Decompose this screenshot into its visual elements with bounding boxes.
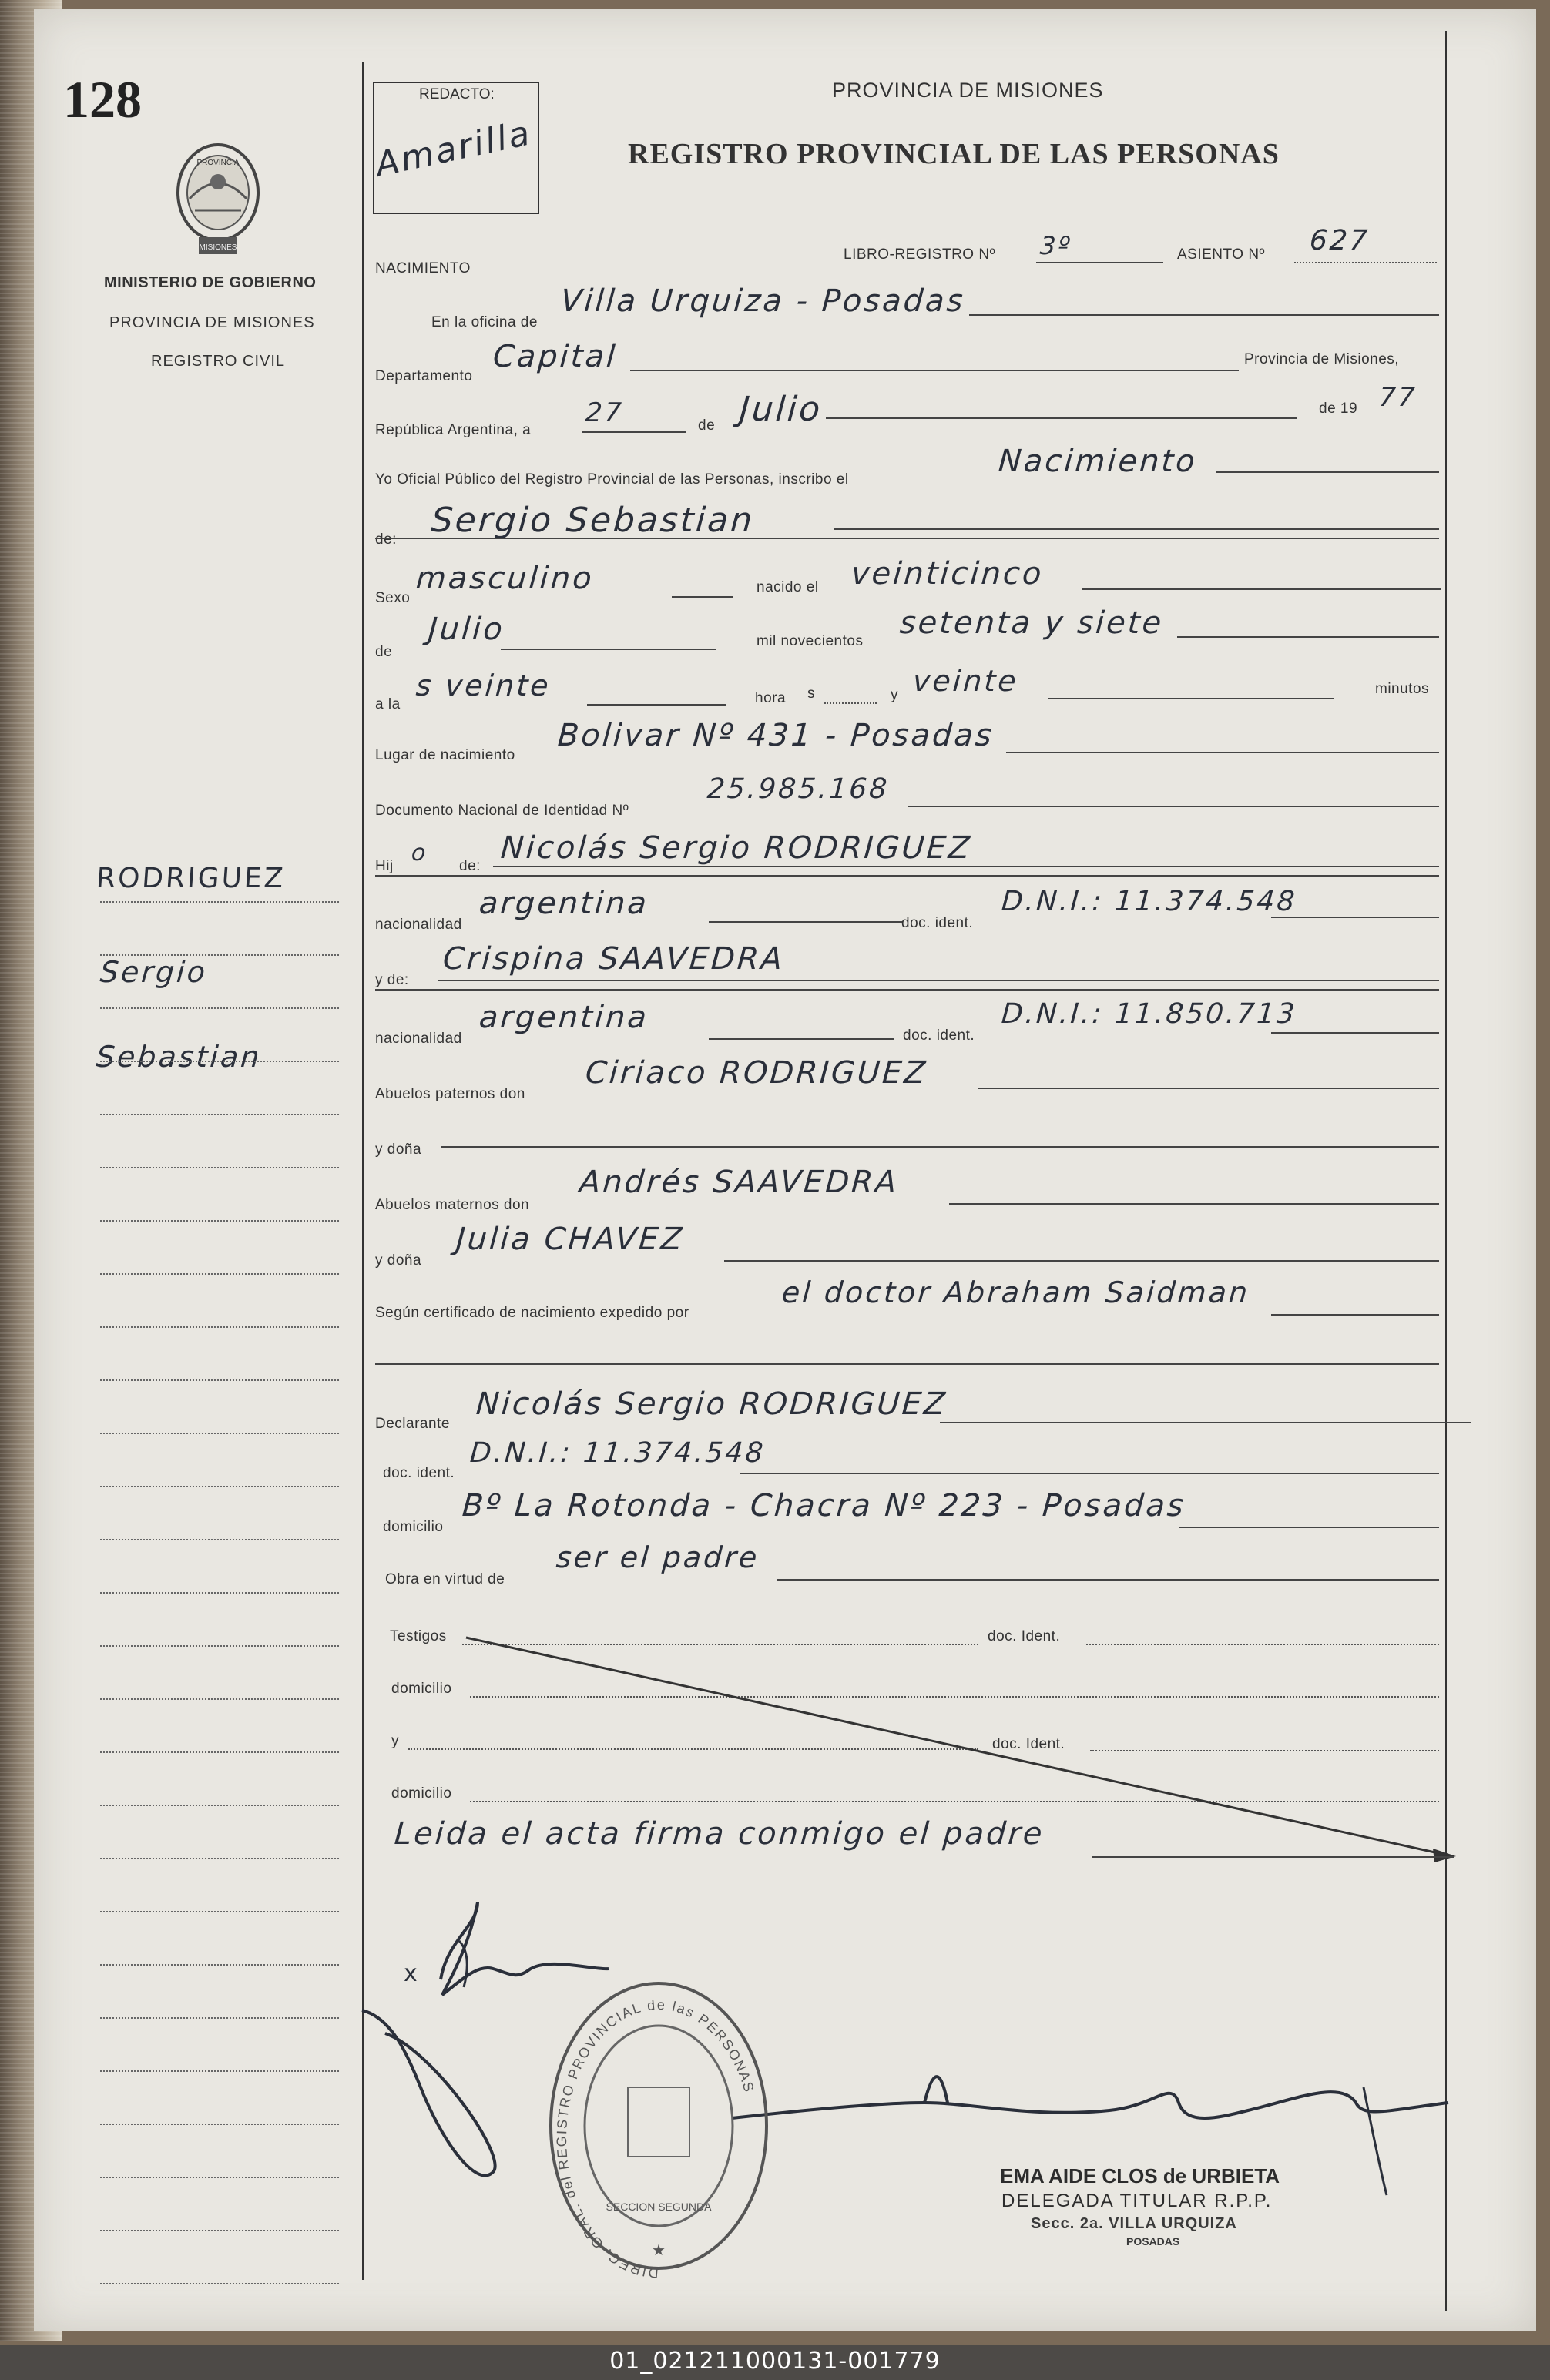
abuelos-mat-label: Abuelos maternos don [375, 1197, 530, 1213]
margin-ruled-line [100, 901, 339, 903]
margin-ruled-line [100, 2124, 339, 2125]
departamento-label: Departamento [375, 368, 473, 384]
lugar-label: Lugar de nacimiento [375, 747, 515, 763]
y-label: y [891, 687, 898, 703]
domicilio-line [1179, 1527, 1439, 1528]
provincia-suffix: Provincia de Misiones, [1244, 351, 1400, 367]
sexo-label: Sexo [375, 590, 411, 606]
margin-ruled-line [100, 1007, 339, 1009]
margin-ruled-line [100, 2017, 339, 2019]
margin-surname: RODRIGUEZ [95, 863, 287, 894]
testigos-domicilio2-label: domicilio [391, 1785, 452, 1802]
margin-first-name: Sergio [99, 955, 209, 989]
margin-ruled-line [100, 1805, 339, 1806]
fecha-prefix: República Argentina, a [375, 422, 532, 438]
mil-label: mil novecientos [757, 633, 864, 649]
stamp-inner-text: SECCION SEGUNDA [606, 2201, 712, 2213]
emblem-top-text: PROVINCIA [196, 159, 240, 167]
redacto-label: REDACTO: [416, 86, 498, 103]
obra-label: Obra en virtud de [385, 1571, 505, 1587]
margin-ruled-line [100, 1964, 339, 1966]
abuelos-mat-dona-label: y doña [375, 1252, 422, 1269]
nac-padre-value: argentina [478, 886, 650, 921]
right-rule [1445, 31, 1447, 2311]
stamp-ring-text: DIREC. GRAL. del REGISTRO PROVINCIAL de las PERSONAS [553, 1996, 758, 2280]
mil-value: setenta y siete [898, 605, 1165, 641]
abuelos-mat-value: Andrés SAAVEDRA [578, 1165, 901, 1200]
inscribo-label: Yo Oficial Público del Registro Provincial de las Personas, inscribo el [375, 471, 849, 488]
abuelos-pat-dona-label: y doña [375, 1141, 422, 1158]
margin-ruled-line [100, 1645, 339, 1647]
registry-title: REGISTRO PROVINCIAL DE LAS PERSONAS [628, 138, 1280, 170]
margin-ruled-line [100, 1326, 339, 1328]
certificado-value: el doctor Abraham Saidman [780, 1275, 1251, 1309]
hora-dots [824, 702, 877, 704]
margin-ruled-line [100, 1486, 339, 1487]
doc-ident-value: D.N.I.: 11.374.548 [468, 1437, 767, 1469]
nac-madre-line [709, 1038, 894, 1040]
abuelos-pat-dona-line [441, 1146, 1439, 1148]
margin-ruled-line [100, 1698, 339, 1700]
madre-line1 [438, 980, 1439, 981]
nacido-label: nacido el [757, 579, 819, 595]
testigos-doc2-label: doc. Ident. [992, 1736, 1065, 1752]
margin-ruled-line [100, 1167, 339, 1168]
madre-value: Crispina SAAVEDRA [441, 941, 786, 977]
testigos-y-label: y [391, 1733, 399, 1749]
oficina-line [969, 314, 1439, 316]
nacimiento-label: NACIMIENTO [375, 260, 471, 277]
margin-ruled-line [100, 2177, 339, 2178]
nac-madre-value: argentina [478, 1000, 650, 1035]
asiento-line [1294, 262, 1437, 263]
abuelos-mat-dona-value: Julia CHAVEZ [455, 1222, 686, 1257]
official-name: EMA AIDE CLOS de URBIETA [1000, 2164, 1280, 2187]
testigos-doc-label: doc. Ident. [988, 1628, 1061, 1644]
margin-ruled-line [100, 1539, 339, 1540]
margin-ruled-line [100, 1911, 339, 1912]
official-city: POSADAS [1126, 2235, 1180, 2248]
civil-registry-label: REGISTRO CIVIL [151, 353, 286, 370]
doc-padre-value: D.N.I.: 11.374.548 [1000, 886, 1298, 917]
sexo-line [672, 596, 733, 598]
margin-rule [362, 62, 364, 2280]
svg-text:★: ★ [652, 2242, 666, 2259]
oficina-label: En la oficina de [431, 314, 538, 330]
mes-nac-value: Julio [427, 612, 506, 647]
redacto-signature: Amarilla [371, 113, 535, 185]
margin-ruled-line [100, 1114, 339, 1115]
doc-padre-label: doc. ident. [901, 915, 974, 931]
abuelos-pat-value: Ciriaco RODRIGUEZ [584, 1055, 929, 1091]
file-name-caption: 01_021211000131-001779 [609, 2348, 941, 2375]
margin-ruled-line [100, 954, 339, 956]
padre-line1 [493, 866, 1439, 867]
official-section: Secc. 2a. VILLA URQUIZA [1031, 2215, 1237, 2232]
margin-ruled-line [100, 2283, 339, 2284]
margin-ruled-line [100, 1433, 339, 1434]
mes-nac-line [501, 649, 716, 650]
domicilio-value: Bº La Rotonda - Chacra Nº 223 - Posadas [461, 1488, 1187, 1524]
sexo-value: masculino [414, 561, 596, 596]
inscribo-line [1216, 471, 1439, 473]
fecha-dia: 27 [584, 397, 625, 428]
page-number: 128 [63, 70, 142, 129]
minutos-line [1048, 698, 1334, 699]
doc-padre-line [1271, 917, 1439, 918]
margin-second-name: Sebastian [95, 1040, 263, 1074]
declarante-value: Nicolás Sergio RODRIGUEZ [475, 1386, 949, 1422]
abuelos-mat-dona-line [724, 1260, 1439, 1262]
oficina-value: Villa Urquiza - Posadas [559, 283, 967, 319]
lugar-line [1006, 752, 1439, 753]
doc-ident-label: doc. ident. [383, 1465, 455, 1481]
certificado-line2 [375, 1363, 1439, 1365]
hora-a-la-label: a la [375, 696, 401, 712]
testigos-label: Testigos [390, 1628, 447, 1644]
libro-value: 3º [1038, 231, 1073, 260]
minutos-label: minutos [1375, 681, 1430, 697]
departamento-line [630, 370, 1239, 371]
mil-line [1177, 636, 1439, 638]
dia-line [582, 431, 686, 433]
nac-padre-label: nacionalidad [375, 917, 462, 933]
svg-text:x: x [404, 1960, 418, 1987]
obra-line [777, 1579, 1439, 1581]
fecha-mes: Julio [738, 390, 824, 429]
dni-line [908, 806, 1439, 807]
dni-label: Documento Nacional de Identidad Nº [375, 803, 629, 819]
doc-madre-value: D.N.I.: 11.850.713 [1000, 998, 1298, 1030]
testigos-domicilio-label: domicilio [391, 1681, 452, 1697]
anio-value: 77 [1377, 382, 1418, 413]
declarante-label: Declarante [375, 1416, 450, 1432]
margin-ruled-line [100, 1061, 339, 1062]
hijo-label: Hij [375, 858, 394, 874]
de-line1 [834, 528, 1439, 530]
margin-ruled-line [100, 1379, 339, 1381]
certificado-line1 [1271, 1314, 1439, 1316]
hora-value: s veinte [414, 669, 552, 702]
abuelos-pat-label: Abuelos paternos don [375, 1086, 525, 1102]
de-value: Sergio Sebastian [430, 501, 757, 540]
de-line2 [375, 538, 1439, 539]
asiento-value: 627 [1308, 225, 1371, 256]
margin-ruled-line [100, 1273, 339, 1275]
madre-line2 [375, 989, 1439, 991]
abuelos-pat-line [978, 1088, 1439, 1089]
hora-suffix: s [807, 686, 815, 702]
emblem-bottom-text: MISIONES [199, 243, 237, 252]
libro-line [1036, 262, 1163, 263]
padre-line2 [375, 875, 1439, 877]
asiento-label: ASIENTO Nº [1177, 246, 1265, 263]
domicilio-label: domicilio [383, 1519, 444, 1535]
declarante-line [940, 1422, 1471, 1423]
province-label: PROVINCIA DE MISIONES [109, 314, 315, 331]
anio-label: de 19 [1319, 401, 1358, 417]
leida-line [1092, 1856, 1454, 1858]
mes-line [826, 417, 1297, 419]
dni-value: 25.985.168 [706, 773, 891, 805]
lugar-value: Bolivar Nº 431 - Posadas [556, 718, 995, 753]
mes-de-label: de [375, 644, 393, 660]
abuelos-mat-line [949, 1203, 1439, 1205]
libro-label: LIBRO-REGISTRO Nº [844, 246, 996, 263]
madre-label: y de: [375, 972, 409, 988]
nac-madre-label: nacionalidad [375, 1031, 462, 1047]
certificado-label: Según certificado de nacimiento expedido por [375, 1305, 689, 1321]
margin-ruled-line [100, 1592, 339, 1594]
coat-of-arms-emblem [168, 137, 268, 260]
ministry-label: MINISTERIO DE GOBIERNO [104, 274, 317, 291]
margin-ruled-line [100, 1858, 339, 1859]
nacido-value: veinticinco [850, 556, 1045, 592]
doc-madre-label: doc. ident. [903, 1027, 975, 1044]
margin-ruled-line [100, 1220, 339, 1222]
inscribo-value: Nacimiento [997, 444, 1199, 479]
obra-value: ser el padre [555, 1540, 760, 1574]
leida-text: Leida el acta firma conmigo el padre [393, 1816, 1046, 1852]
hijo-suffix: o [410, 840, 429, 867]
nac-padre-line [709, 921, 903, 923]
nacido-line [1082, 588, 1441, 590]
fecha-de: de [698, 417, 716, 434]
margin-ruled-line [100, 2070, 339, 2072]
departamento-value: Capital [492, 339, 619, 374]
official-title: DELEGADA TITULAR R.P.P. [1001, 2191, 1273, 2211]
registry-stamp [543, 1972, 774, 2280]
doc-madre-line [1271, 1032, 1439, 1034]
padre-value: Nicolás Sergio RODRIGUEZ [499, 830, 974, 866]
hora-label: hora [755, 690, 787, 706]
margin-ruled-line [100, 2230, 339, 2231]
doc-ident-line [740, 1473, 1439, 1474]
hijo-de-label: de: [459, 858, 481, 874]
official-signature [339, 1987, 1464, 2264]
margin-ruled-line [100, 1751, 339, 1753]
province-heading: PROVINCIA DE MISIONES [832, 79, 1104, 102]
hora-line [587, 704, 726, 706]
minutos-value: veinte [911, 664, 1020, 698]
de-label: de: [375, 531, 397, 548]
